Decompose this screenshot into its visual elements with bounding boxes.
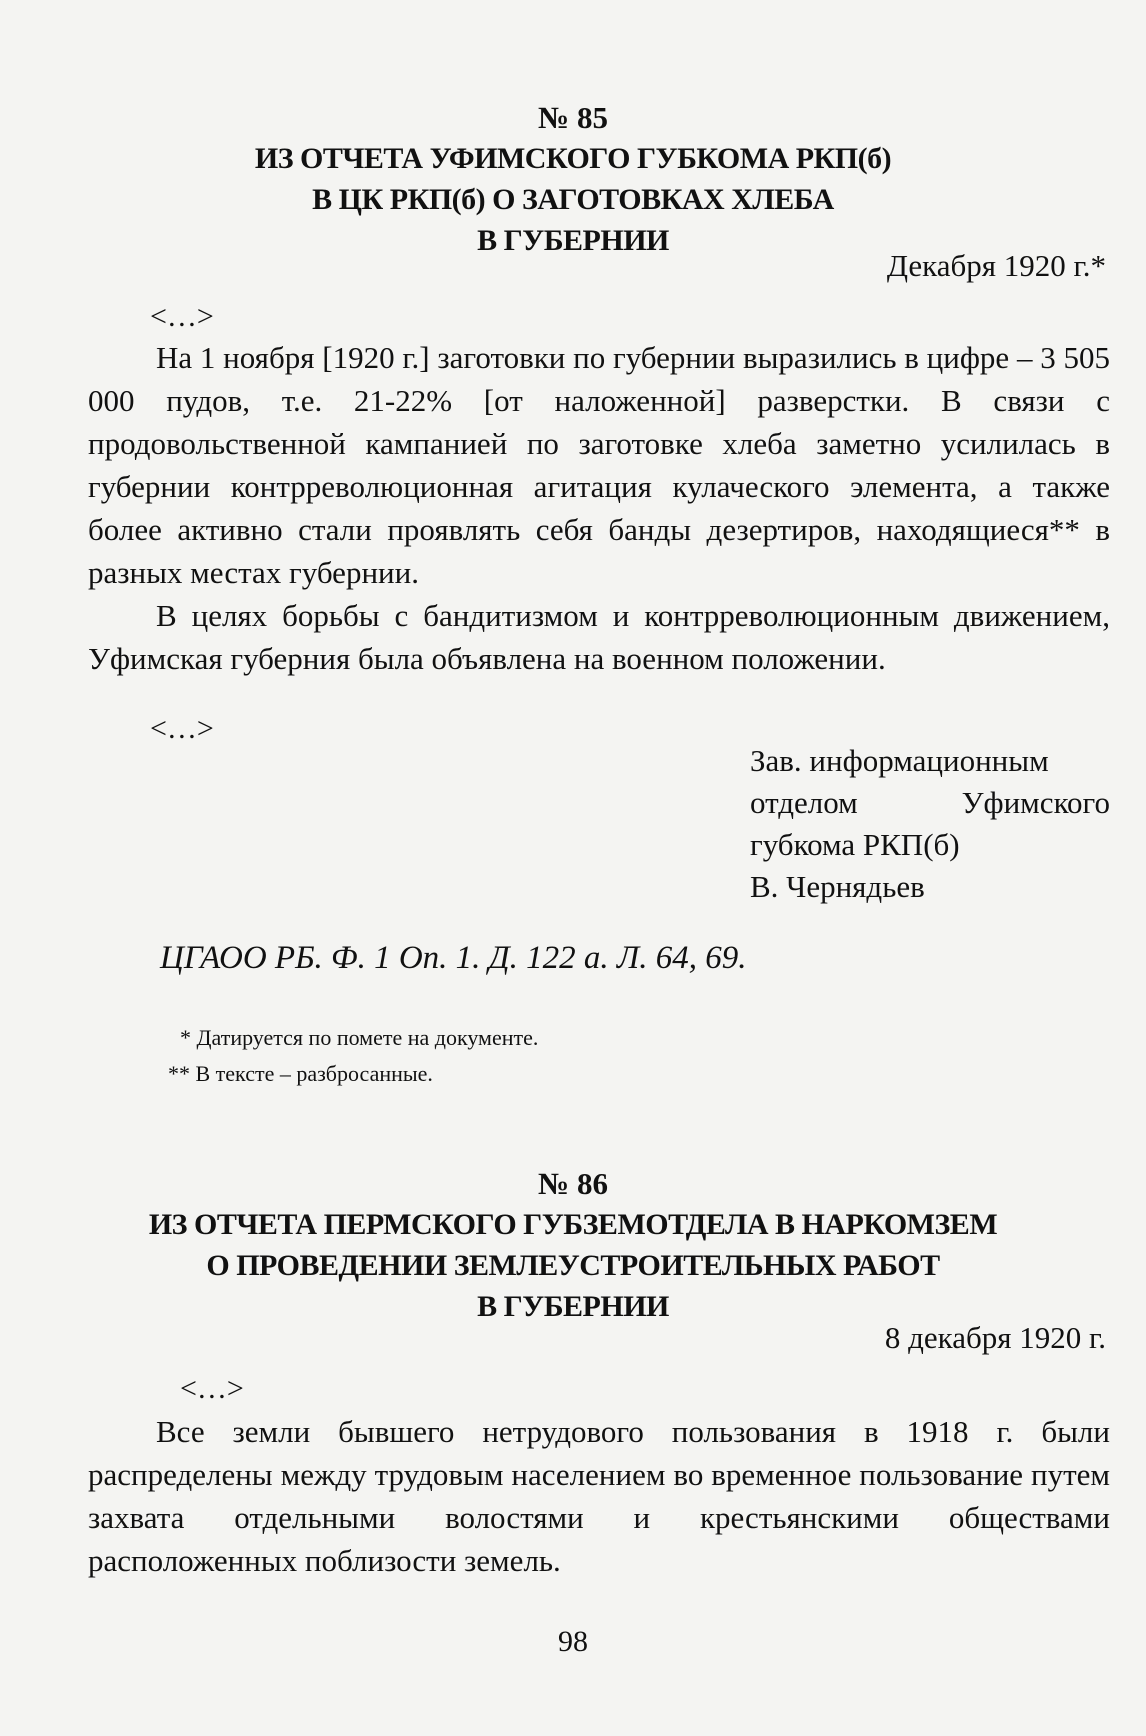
document-86-body: [88, 1410, 1110, 1582]
signature-word: Уфимского: [961, 785, 1110, 820]
page-number: 98: [558, 1625, 588, 1658]
footnote: * Датируется по помете на документе.: [180, 1025, 539, 1050]
signature-line: Зав. информационным: [750, 743, 1049, 778]
signature-word: отделом: [750, 785, 858, 820]
document-86-number: № 86: [538, 1166, 608, 1201]
title-line: В ГУБЕРНИИ: [477, 1290, 669, 1323]
document-85-title: [0, 138, 1146, 261]
signature-line: губкома РКП(б): [750, 827, 960, 862]
title-line: О ПРОВЕДЕНИИ ЗЕМЛЕУСТРОИТЕЛЬНЫХ РАБОТ: [206, 1249, 940, 1282]
document-86-header: [0, 1166, 1146, 1327]
ellipsis-top: <…>: [150, 300, 214, 333]
document-85-header: [0, 100, 1146, 261]
document-85-body: [88, 336, 1110, 680]
archive-reference: ЦГАОО РБ. Ф. 1 Оп. 1. Д. 122 а. Л. 64, 69.: [160, 940, 747, 976]
paragraph: В целях борьбы с бандитизмом и контрреволюционным движением, Уфимская губерния была объявлена на военном положении.: [88, 598, 1110, 676]
title-line: В ЦК РКП(б) О ЗАГОТОВКАХ ХЛЕБА: [312, 183, 834, 216]
ellipsis-bottom: <…>: [150, 712, 214, 745]
ellipsis-top: <…>: [180, 1372, 244, 1405]
title-line: ИЗ ОТЧЕТА УФИМСКОГО ГУБКОМА РКП(б): [254, 142, 892, 175]
footnote: ** В тексте – разбросанные.: [168, 1061, 433, 1086]
document-85-number: № 85: [538, 100, 608, 135]
document-86-title: [0, 1204, 1146, 1327]
signature-block: [750, 740, 1110, 908]
title-line: В ГУБЕРНИИ: [477, 224, 669, 257]
title-line: ИЗ ОТЧЕТА ПЕРМСКОГО ГУБЗЕМОТДЕЛА В НАРКОМЗЕМ: [148, 1208, 998, 1241]
paragraph: На 1 ноября [1920 г.] заготовки по губернии выразились в цифре – 3 505 000 пудов, т.е. 21-22% [от наложенной] разверстки. В связи с продовольственной кампанией по заготовке хлеба заметно усилилась в губернии контрреволюционная агитация кулаческого элемента, а также более активно стали проявлять себя банды дезертиров, находящиеся** в разных местах губернии.: [88, 340, 1110, 590]
paragraph: Все земли бывшего нетрудового пользования в 1918 г. были распределены между трудовым населением во временное пользование путем захвата отдельными волостями и крестьянскими обществами расположенных поблизости земель.: [88, 1414, 1110, 1578]
document-85-date: Декабря 1920 г.*: [886, 248, 1106, 283]
signature-line: [750, 782, 1110, 824]
document-86-date: 8 декабря 1920 г.: [884, 1320, 1106, 1355]
signature-line: В. Чернядьев: [750, 869, 925, 904]
